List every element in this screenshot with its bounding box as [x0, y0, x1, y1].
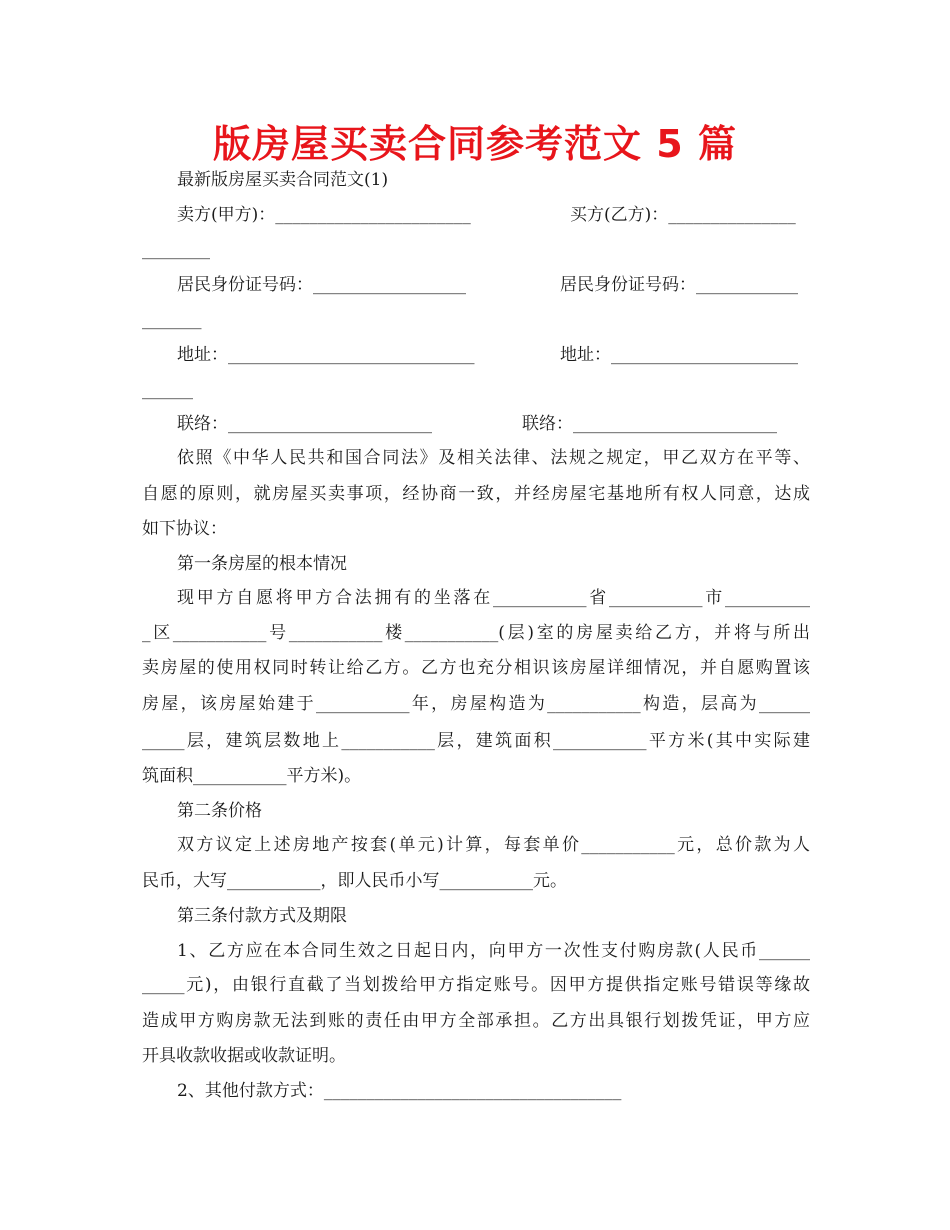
article-1-heading: 第一条房屋的根本情况 [177, 554, 347, 574]
article-1-line-3: 卖房屋的使用权同时转让给乙方。乙方也充分相识该房屋详细情况，并自愿购置该 [142, 658, 810, 678]
contract-subtitle: 最新版房屋买卖合同范文(1) [177, 170, 389, 190]
article-2-line-1: 双方议定上述房地产按套(单元)计算，每套单价___________元，总价款为人 [177, 835, 810, 855]
article-1-line-4: 房屋，该房屋始建于___________年，房屋构造为___________构造，层高为______ [142, 694, 810, 714]
seller-name-field: 卖方(甲方)：_______________________ [177, 205, 471, 225]
buyer-name-field-cont: ________ [142, 240, 210, 260]
intro-line-1: 依照《中华人民共和国合同法》及相关法律、法规之规定，甲乙双方在平等、 [177, 448, 810, 468]
buyer-name-field: 买方(乙方)：_______________ [570, 205, 796, 225]
article-3-line-4: 开具收款收据或收款证明。 [142, 1046, 346, 1066]
intro-line-2: 自愿的原则，就房屋买卖事项，经协商一致，并经房屋宅基地所有权人同意，达成 [142, 484, 810, 504]
document-title: 版房屋买卖合同参考范文 5 篇 [213, 122, 737, 166]
seller-contact-field: 联络：________________________ [177, 414, 432, 434]
buyer-contact-field: 联络：________________________ [522, 414, 777, 434]
buyer-address-field: 地址：______________________ [560, 345, 798, 365]
seller-address-field: 地址：_____________________________ [177, 345, 475, 365]
seller-id-field: 居民身份证号码：__________________ [177, 275, 466, 295]
article-3-line-3: 造成甲方购房款无法到账的责任由甲方全部承担。乙方出具银行划拨凭证，甲方应 [142, 1011, 810, 1031]
article-3-line-2: _____元)，由银行直截了当划拨给甲方指定账号。因甲方提供指定账号错误等缘故 [142, 975, 810, 995]
buyer-id-field: 居民身份证号码：____________ [560, 275, 798, 295]
article-1-line-2: _区___________号___________楼___________(层)室的房屋卖给乙方，并将与所出 [142, 623, 810, 643]
article-2-line-2: 民币，大写___________，即人民币小写___________元。 [142, 871, 567, 891]
article-3-line-1: 1、乙方应在本合同生效之日起日内，向甲方一次性支付购房款(人民币______ [177, 941, 810, 961]
buyer-id-field-cont: _______ [142, 310, 202, 330]
article-2-heading: 第二条价格 [177, 801, 262, 821]
article-3-heading: 第三条付款方式及期限 [177, 906, 347, 926]
buyer-address-field-cont: ______ [142, 380, 193, 400]
article-1-line-5: _____层，建筑层数地上___________层，建筑面积___________平方米(其中实际建 [142, 731, 810, 751]
article-1-line-6: 筑面积___________平方米)。 [142, 766, 362, 786]
article-3-line-5: 2、其他付款方式：___________________________________ [177, 1081, 622, 1101]
intro-line-3: 如下协议： [142, 519, 227, 539]
article-1-line-1: 现甲方自愿将甲方合法拥有的坐落在___________省___________市__________ [177, 588, 810, 608]
